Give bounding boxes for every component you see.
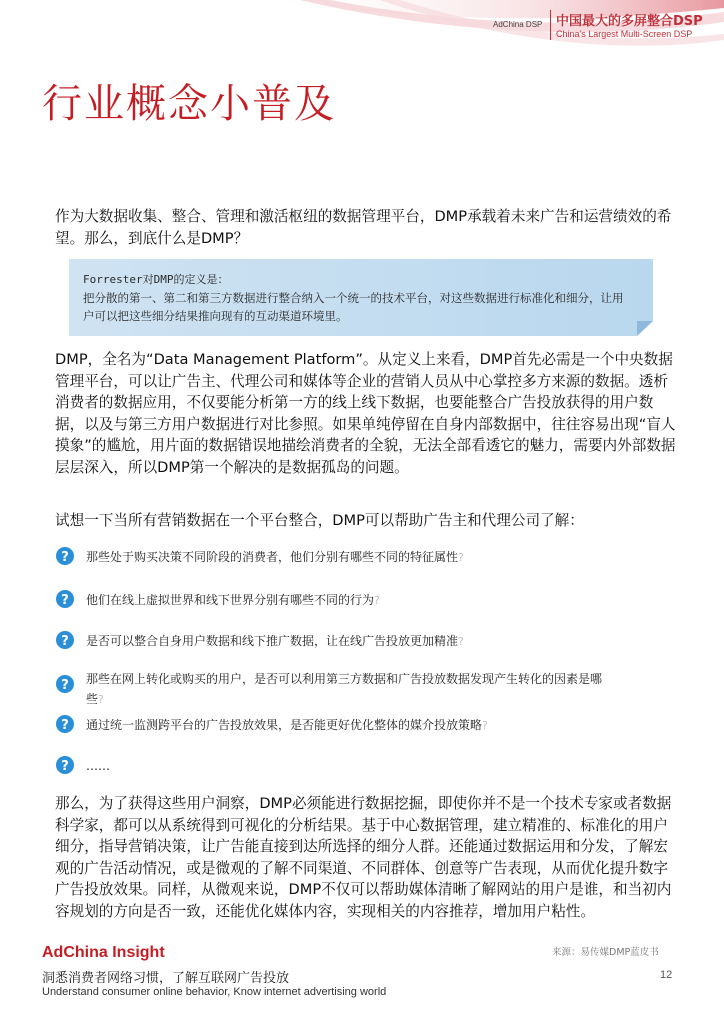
question-icon (55, 714, 75, 734)
question-mark: ? (458, 635, 464, 648)
svg-text:?: ? (61, 634, 69, 649)
question-text: 那些在网上转化或购买的用户，是否可以利用第三方数据和广告投放数据发现产生转化的因素是哪些 (86, 672, 603, 706)
footer-tagline-cn: 洞悉消费者网络习惯，了解互联网广告投放 (42, 971, 290, 986)
header-brand-cn: 中国最大的多屏整合DSP (556, 14, 703, 29)
page-title: 行业概念小普及 (42, 81, 336, 127)
question-text: 是否可以整合自身用户数据和线下推广数据，让在线广告投放更加精准 (86, 634, 459, 648)
footer-tagline-en: Understand consumer online behavior, Know internet advertising world (42, 986, 387, 998)
dmp-benefits-lead: 试想一下当所有营销数据在一个平台整合，DMP可以帮助广告主和代理公司了解： (55, 512, 584, 529)
definition-title: Forrester对DMP的定义是： (83, 273, 229, 286)
svg-text:?: ? (61, 759, 69, 774)
dmp-insight-paragraph: 那么，为了获得这些用户洞察，DMP必须能进行数据挖掘，即使你并不是一个技术专家或者数据科学家，都可以从系统得到可视化的分析结果。基于中心数据管理，建立精准的、标准化的用户细分，指导营销决策，让广告能直接到达所选择的细分人群。还能通过数据运用和分发，了解宏观的广告活动情况，或是微观的了解不同渠道、不同群体、创意等广告表现，从而优化提升数字广告投放效果。同样，从微观来说，DMP不仅可以帮助媒体清晰了解网站的用户是谁，和当初内容规划的方向是否一致，还能优化媒体内容，实现相关的内容推荐，增加用户粘性。 (55, 795, 672, 920)
question-icon (55, 630, 75, 650)
question-mark: ? (482, 719, 488, 732)
svg-text:?: ? (61, 550, 69, 565)
question-icon (55, 546, 75, 566)
question-icon (55, 755, 75, 775)
question-text: 他们在线上虚拟世界和线下世界分别有哪些不同的行为 (86, 593, 375, 607)
svg-text:?: ? (61, 718, 69, 733)
question-text: …… (86, 759, 110, 773)
footer-brand: AdChina Insight (42, 944, 165, 961)
svg-text:?: ? (61, 678, 69, 693)
question-text: 通过统一监测跨平台的广告投放效果，是否能更好优化整体的媒介投放策略 (86, 718, 483, 732)
question-text: 那些处于购买决策不同阶段的消费者，他们分别有哪些不同的特征属性 (86, 550, 459, 564)
question-icon (55, 674, 75, 694)
question-mark: ? (374, 594, 380, 607)
header-divider (550, 10, 551, 40)
question-mark: ? (458, 551, 464, 564)
dmp-definition-paragraph: DMP，全名为“Data Management Platform”。从定义上来看，DMP首先必需是一个中央数据管理平台，可以让广告主、代理公司和媒体等企业的营销人员从中心掌控多方来源的数据。透析消费者的数据应用，不仅要能分析第一方的线上线下数据，也要能整合广告投放获得的用户数据，以及与第三方用户数据进行对比参照。如果单纯停留在自身内部数据中，往往容易出现“盲人摸象”的尴尬，用片面的数据错误地描绘消费者的全貌，无法全部看透它的魅力，需要内外部数据层层深入，所以DMP第一个解决的是数据孤岛的问题。 (55, 351, 676, 476)
question-mark: ? (98, 693, 104, 706)
svg-text:?: ? (61, 593, 69, 608)
source-note: 来源：易传媒DMP蓝皮书 (552, 947, 659, 958)
question-icon (55, 589, 75, 609)
intro-paragraph: 作为大数据收集、整合、管理和激活枢纽的数据管理平台，DMP承载着未来广告和运营绩效的希望。那么，到底什么是DMP？ (55, 208, 672, 247)
definition-box (69, 259, 653, 336)
definition-body: 把分散的第一、第二和第三方数据进行整合纳入一个统一的技术平台，对这些数据进行标准化和细分，让用户可以把这些细分结果推向现有的互动渠道环境里。 (83, 291, 624, 323)
header-brand-en: China's Largest Multi-Screen DSP (556, 29, 693, 39)
page-number: 12 (660, 969, 673, 981)
header-brand-small: AdChina DSP (493, 20, 543, 29)
